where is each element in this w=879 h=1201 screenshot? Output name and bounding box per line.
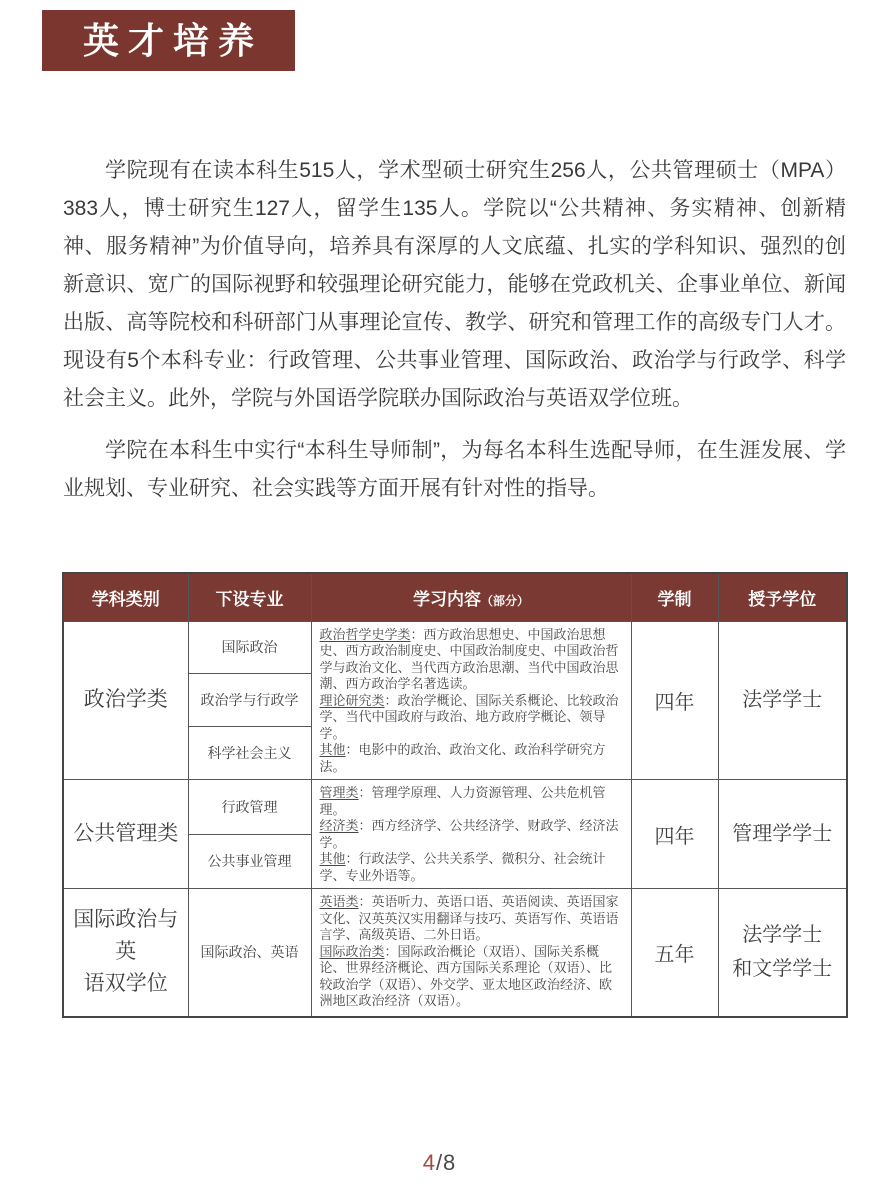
content-segment-text: ：电影中的政治、政治文化、政治科学研究方法。 <box>319 742 606 774</box>
content-segment <box>320 851 623 884</box>
table-cell-major: 国际政治、英语 <box>188 889 311 1017</box>
page-number <box>0 1150 879 1176</box>
content-segment-text: ：行政法学、公共关系学、微积分、社会统计学、专业外语等。 <box>319 851 606 883</box>
table-row <box>63 621 847 674</box>
table-cell-major: 行政管理 <box>188 780 311 835</box>
content-segment-text: ：英语听力、英语口语、英语阅读、英语国家文化、汉英英汉实用翻译与技巧、英语写作、英语语言学、高级英语、二外日语。 <box>319 894 619 942</box>
column-header-category: 学科类别 <box>63 573 188 621</box>
content-segment-label: 政治哲学史学类 <box>319 626 411 642</box>
table-cell-duration: 五年 <box>631 889 718 1017</box>
table-cell-degree <box>718 889 847 1017</box>
column-header-degree: 授予学位 <box>718 573 847 621</box>
table-cell-content <box>311 621 631 780</box>
content-segment-text: ：管理学原理、人力资源管理、公共危机管理。 <box>319 785 606 817</box>
table-cell-duration: 四年 <box>631 780 718 889</box>
content-segment <box>320 742 623 775</box>
column-header-major: 下设专业 <box>188 573 311 621</box>
content-segment <box>320 818 623 851</box>
column-header-content: 学习内容（部分） <box>311 573 631 621</box>
table-cell-major: 政治学与行政学 <box>188 674 311 727</box>
paragraph-overview: 学院现有在读本科生515人，学术型硕士研究生256人，公共管理硕士（MPA）383人，博士研究生127人，留学生135人。学院以“公共精神、务实精神、创新精神、服务精神”为价值导向，培养具有深厚的人文底蕴、扎实的学科知识、强烈的创新意识、宽广的国际视野和较强理论研究能力，能够在党政机关、企事业单位、新闻出版、高等院校和科研部门从事理论宣传、教学、研究和管理工作的高级专门人才。现设有5个本科专业：行政管理、公共事业管理、国际政治、政治学与行政学、科学社会主义。此外，学院与外国语学院联办国际政治与英语双学位班。 <box>63 159 846 410</box>
category-line: 语双学位 <box>83 972 168 996</box>
table-cell-degree: 管理学学士 <box>718 780 847 889</box>
table-row <box>63 780 847 835</box>
content-segment <box>320 627 623 693</box>
degree-line: 法学学士 <box>742 924 823 947</box>
content-segment-text: ：国际政治概论（双语）、国际关系概论、世界经济概论、西方国际关系理论（双语）、比较政治学（双语）、外交学、亚太地区政治经济、欧洲地区政治经济（双语）。 <box>319 943 613 1008</box>
table-cell-category: 公共管理类 <box>63 780 188 889</box>
column-header-content-note: （部分） <box>480 593 529 608</box>
content-segment-label: 经济类 <box>319 818 359 833</box>
content-segment-text: ：政治学概论、国际关系概论、比较政治学、当代中国政府与政治、地方政府学概论、领导学。 <box>319 692 619 741</box>
degree-line: 和文学学士 <box>732 958 833 981</box>
table-cell-major: 国际政治 <box>188 621 311 674</box>
content-segment-label: 其他 <box>319 742 346 757</box>
page-number-current: 4 <box>422 1150 436 1175</box>
table-cell-major: 科学社会主义 <box>188 727 311 780</box>
table-cell-degree: 法学学士 <box>718 621 847 780</box>
table-cell-content <box>311 780 631 889</box>
content-segment-text: ：西方经济学、公共经济学、财政学、经济法学。 <box>319 818 619 850</box>
table-cell-content <box>311 889 631 1017</box>
column-header-duration: 学制 <box>631 573 718 621</box>
content-segment-label: 英语类 <box>319 894 359 909</box>
content-segment-label: 管理类 <box>319 785 359 800</box>
content-segment <box>320 785 623 818</box>
section-title: 英才培养 <box>82 19 263 61</box>
page-number-total: /8 <box>435 1150 457 1175</box>
content-segment <box>320 944 623 1010</box>
content-segment-label: 其他 <box>319 851 346 866</box>
body-text <box>63 152 846 508</box>
table-header-row <box>63 573 847 621</box>
content-segment-text: ：西方政治思想史、中国政治思想史、西方政治制度史、中国政治制度史、中国政治哲学与政治文化、当代西方政治思潮、当代中国政治思潮、西方政治学名著选读。 <box>319 626 619 691</box>
table-cell-category <box>63 889 188 1017</box>
section-title-banner <box>42 10 295 71</box>
content-segment <box>320 693 623 743</box>
content-segment-label: 国际政治类 <box>319 943 385 959</box>
content-segment-label: 理论研究类 <box>319 692 385 708</box>
table-cell-duration: 四年 <box>631 621 718 780</box>
table-cell-category: 政治学类 <box>63 621 188 780</box>
content-segment <box>320 894 623 944</box>
paragraph-tutor-system: 学院在本科生中实行“本科生导师制”，为每名本科生选配导师，在生涯发展、学业规划、专业研究、社会实践等方面开展有针对性的指导。 <box>63 439 846 500</box>
table-row <box>63 889 847 1017</box>
programs-table <box>62 572 848 1018</box>
category-line: 国际政治与英 <box>73 908 179 964</box>
programs-table-wrap <box>62 572 846 1018</box>
table-cell-major: 公共事业管理 <box>188 834 311 889</box>
